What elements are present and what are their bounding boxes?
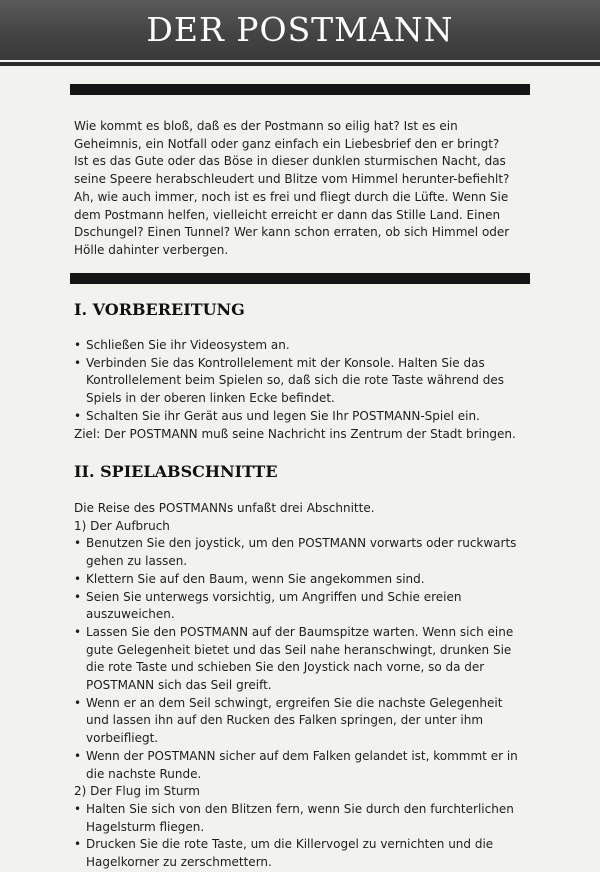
vorbereitung-list [74,337,529,426]
divider-bar-middle [70,273,530,284]
part2-list [74,801,529,872]
intro-text [74,118,529,260]
section-heading-spielabschnitte: II. SPIELABSCHNITTE [74,462,278,481]
banner-divider [0,62,600,66]
list-item: • Benutzen Sie den joystick, um den POSTMANN vorwarts oder ruckwarts gehen zu lassen. [74,535,529,570]
goal-text: Ziel: Der POSTMANN muß seine Nachricht ins Zentrum der Stadt bringen. [74,426,516,441]
list-item: • Drucken Sie die rote Taste, um die Killervogel zu vernichten und die Hagelkorner zu zerschmettern. [74,836,529,871]
list-item: • Wenn der POSTMANN sicher auf dem Falken gelandet ist, kommmt er in die nachste Runde. [74,748,529,783]
list-item: • Verbinden Sie das Kontrollelement mit der Konsole. Halten Sie das Kontrollelement beim Spielen so, daß sich die rote Taste während des Spiels in der oberen linken Ecke befindet. [74,355,529,408]
list-item: • Schalten Sie ihr Gerät aus und legen Sie Ihr POSTMANN-Spiel ein. [74,408,529,426]
part2-title: 2) Der Flug im Sturm [74,784,200,799]
title-banner [0,0,600,60]
list-item: • Lassen Sie den POSTMANN auf der Baumspitze warten. Wenn sich eine gute Gelegenheit bietet und das Seil nahe heranschwingt, drunken Sie die rote Taste und schieben Sie den Joystick nach vorne, so da der POSTMANN sich das Seil greift. [74,624,529,695]
intro-paragraph-1: Wie kommt es bloß, daß es der Postmann so eilig hat? Ist es ein Geheimnis, ein Notfall oder ganz einfach ein Liebesbrief den er bringt? [74,119,500,151]
intro-paragraph-2: Ist es das Gute oder das Böse in dieser dunklen sturmischen Nacht, das seine Speere herabschleudert und Blitze vom Himmel herunter-befiehlt? [74,154,510,187]
divider-bar-top [70,84,530,95]
part1-list [74,535,529,783]
list-item: • Seien Sie unterwegs vorsichtig, um Angriffen und Schie ereien auszuweichen. [74,589,529,624]
section-vorbereitung-body [74,337,529,443]
list-item: • Schließen Sie ihr Videosystem an. [74,337,529,355]
section-spielabschnitte-body [74,500,529,872]
section2-intro: Die Reise des POSTMANNs unfaßt drei Abschnitte. [74,501,375,515]
intro-paragraph-3: Ah, wie auch immer, noch ist es frei und fliegt durch die Lüfte. Wenn Sie dem Postmann helfen, vielleicht erreicht er dann das Stille Land. Einen Dschungel? Einen Tunnel? Wer kann schon erraten, ob sich Himmel oder Hölle dahinter verbergen. [74,189,510,257]
section-heading-vorbereitung: I. VORBEREITUNG [74,300,245,319]
list-item: • Klettern Sie auf den Baum, wenn Sie angekommen sind. [74,571,529,589]
page-title: DER POSTMANN [146,10,454,49]
list-item: • Halten Sie sich von den Blitzen fern, wenn Sie durch den furchterlichen Hagelsturm fliegen. [74,801,529,836]
part1-title: 1) Der Aufbruch [74,518,170,533]
list-item: • Wenn er an dem Seil schwingt, ergreifen Sie die nachste Gelegenheit und lassen ihn auf den Rucken des Falken springen, der unter ihm vorbeifliegt. [74,695,529,748]
